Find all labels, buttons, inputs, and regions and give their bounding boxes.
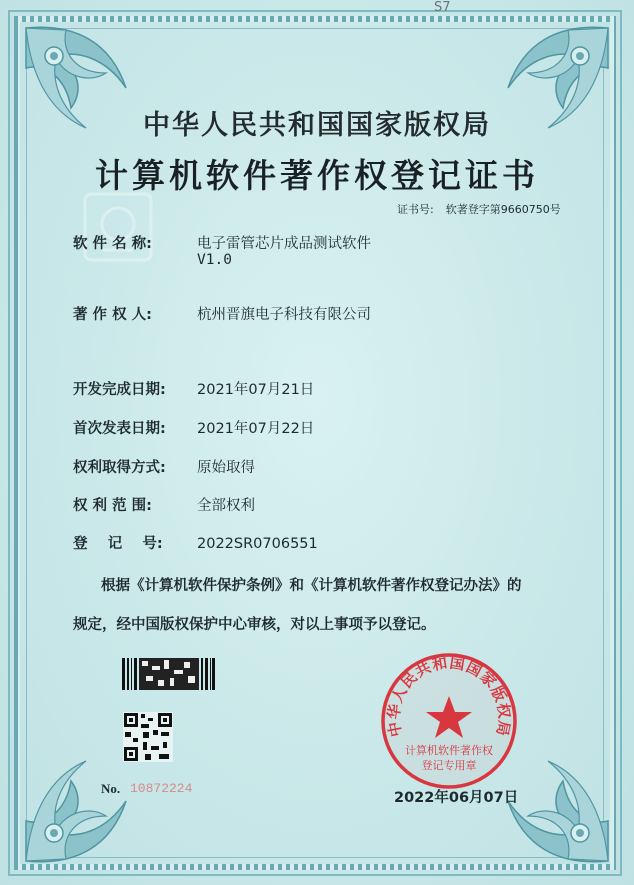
serial-label: No.	[101, 781, 121, 796]
official-seal-stamp	[378, 650, 520, 792]
field-label: 开发完成日期:	[73, 382, 166, 398]
corner-ornament	[16, 751, 136, 871]
qr-code-icon	[123, 712, 173, 762]
serial-number: 10872224	[130, 781, 193, 796]
field-copyright-holder	[73, 303, 371, 324]
field-label: 著 作 权 人:	[73, 307, 152, 323]
field-value: 2021年07月22日	[197, 421, 315, 437]
issuer-title: 中华人民共和国国家版权局	[143, 110, 491, 141]
barcode-icon	[122, 658, 215, 690]
field-value: 2022SR0706551	[197, 536, 318, 552]
field-value: 电子雷管芯片成品测试软件	[197, 236, 371, 252]
field-completion-date	[73, 378, 314, 399]
field-rights-scope	[73, 494, 255, 515]
field-acquisition-method	[73, 456, 255, 477]
field-label: 权 利 范 围:	[73, 498, 152, 514]
field-label: 软 件 名 称:	[73, 236, 152, 252]
certificate-title: 计算机软件著作权登记证书	[95, 156, 539, 195]
certificate-number-label: 证书号:	[397, 203, 434, 216]
handwritten-mark: S7	[434, 0, 451, 15]
field-label: 首次发表日期:	[73, 421, 166, 437]
field-value: 2021年07月21日	[197, 382, 315, 398]
statement-line-2: 规定，经中国版权保护中心审核，对以上事项予以登记。	[73, 617, 436, 633]
seal-line-2: 登记专用章	[421, 759, 477, 772]
field-publication-date	[73, 417, 314, 438]
field-value: 杭州晋旗电子科技有限公司	[197, 307, 371, 323]
certificate-number	[397, 201, 561, 217]
field-value: 全部权利	[197, 498, 255, 514]
field-value: 原始取得	[197, 460, 255, 476]
field-software-name	[73, 232, 371, 253]
software-version: V1.0	[197, 252, 232, 268]
statement-line-1: 根据《计算机软件保护条例》和《计算机软件著作权登记办法》的	[101, 578, 522, 594]
field-registration-number	[73, 532, 318, 553]
seal-ring-text: 中华人民共和国国家版权局	[384, 653, 514, 739]
field-label: 权利取得方式:	[73, 460, 166, 476]
seal-line-1: 计算机软件著作权	[405, 744, 493, 757]
certificate-number-value: 软著登字第9660750号	[445, 203, 561, 216]
issue-date: 2022年06月07日	[394, 790, 519, 806]
field-label: 登 记 号:	[73, 536, 163, 552]
